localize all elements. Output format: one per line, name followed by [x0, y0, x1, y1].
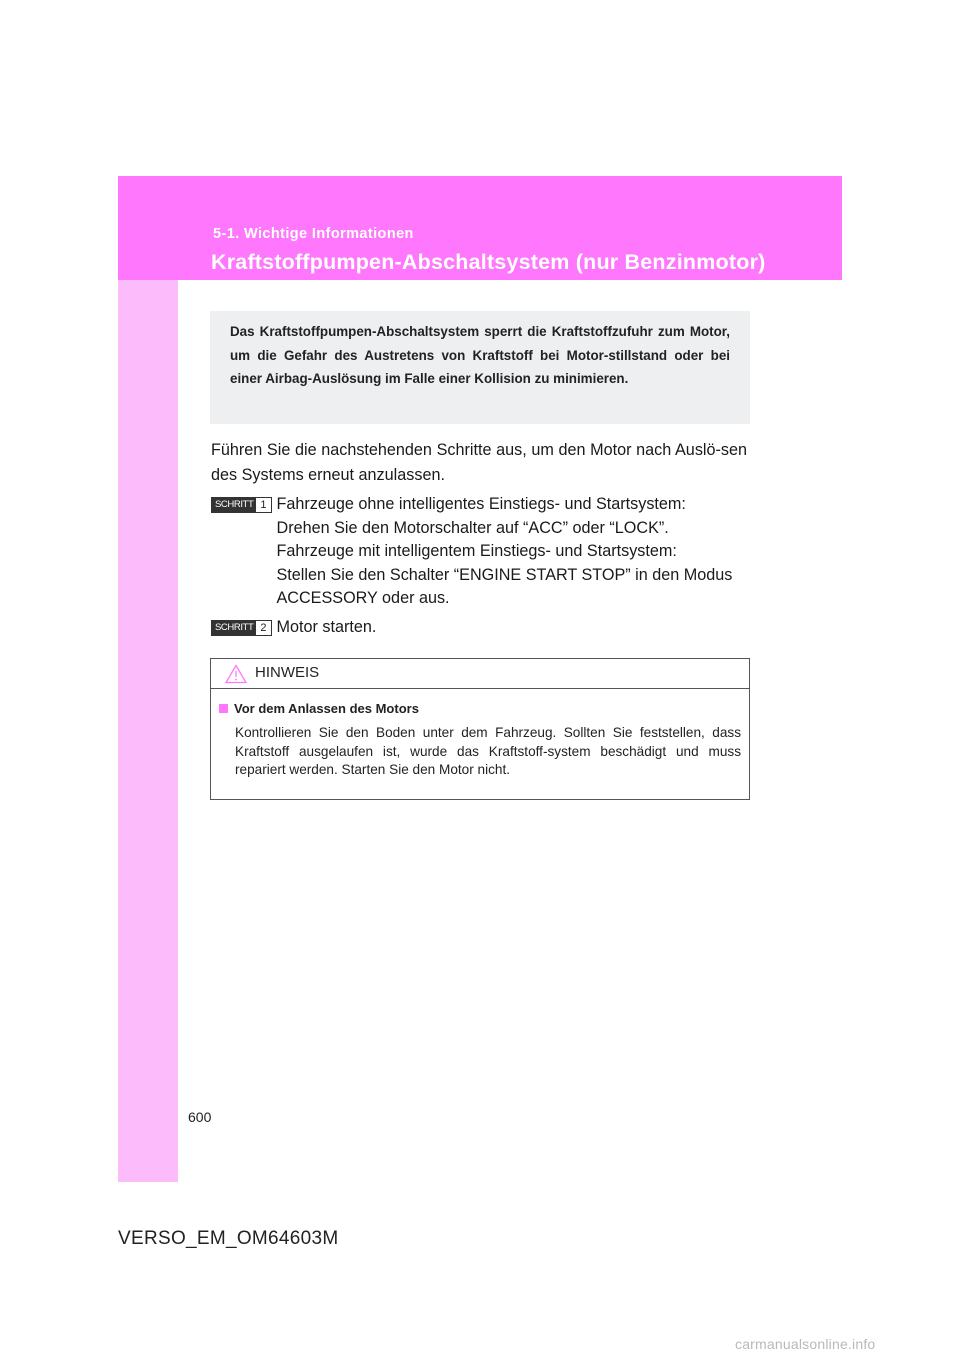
step-text	[277, 493, 733, 611]
step-badge-number: 2	[256, 621, 270, 635]
page-title: Kraftstoffpumpen-Abschaltsystem (nur Benzinmotor)	[211, 250, 766, 274]
intro-text: Führen Sie die nachstehenden Schritte aus, um den Motor nach Auslö-sen des Systems erneut anzulassen.	[211, 441, 747, 484]
step-badge	[211, 620, 272, 636]
notice-box	[210, 658, 750, 800]
step-line: Stellen Sie den Schalter “ENGINE START STOP” in den Modus	[276, 565, 733, 584]
notice-subheading	[219, 701, 741, 716]
step-text	[277, 616, 377, 640]
square-bullet-icon	[219, 704, 228, 713]
notice-header	[211, 659, 749, 689]
watermark: carmanualsonline.info	[735, 1336, 876, 1352]
summary-text: Das Kraftstoffpumpen-Abschaltsystem sperrt die Kraftstoffzufuhr zum Motor, um die Gefahr des Austretens von Kraftstoff bei Motor-stillstand oder bei einer Airbag-Auslösung im Falle einer Kollision zu minimieren.	[230, 324, 730, 386]
notice-body	[211, 689, 749, 780]
step-line: Drehen Sie den Motorschalter auf “ACC” oder “LOCK”.	[276, 518, 669, 537]
summary-box	[210, 311, 750, 424]
step-2	[211, 616, 376, 640]
step-line: Fahrzeuge ohne intelligentes Einstiegs- und Startsystem:	[276, 495, 686, 513]
step-badge	[211, 497, 272, 513]
warning-triangle-icon	[225, 664, 247, 684]
step-line: Fahrzeuge mit intelligentem Einstiegs- und Startsystem:	[276, 542, 677, 560]
notice-title: HINWEIS	[255, 664, 320, 681]
section-label: 5-1. Wichtige Informationen	[213, 226, 414, 242]
notice-text: Kontrollieren Sie den Boden unter dem Fahrzeug. Sollten Sie feststellen, dass Kraftstoff ausgelaufen ist, wurde das Kraftstoff-system beschädigt und muss repariert werden. Starten Sie den Motor nicht.	[235, 725, 741, 777]
footer-code: VERSO_EM_OM64603M	[118, 1228, 339, 1249]
step-line: Motor starten.	[276, 618, 377, 636]
step-badge-word: SCHRITT	[212, 498, 256, 512]
step-line: ACCESSORY oder aus.	[276, 589, 450, 607]
page-number: 600	[188, 1109, 212, 1125]
notice-subheading-text: Vor dem Anlassen des Motors	[234, 701, 419, 716]
sidebar-band	[118, 176, 178, 1182]
step-badge-number: 1	[256, 498, 270, 512]
step-badge-word: SCHRITT	[212, 621, 256, 635]
step-1	[211, 493, 732, 611]
